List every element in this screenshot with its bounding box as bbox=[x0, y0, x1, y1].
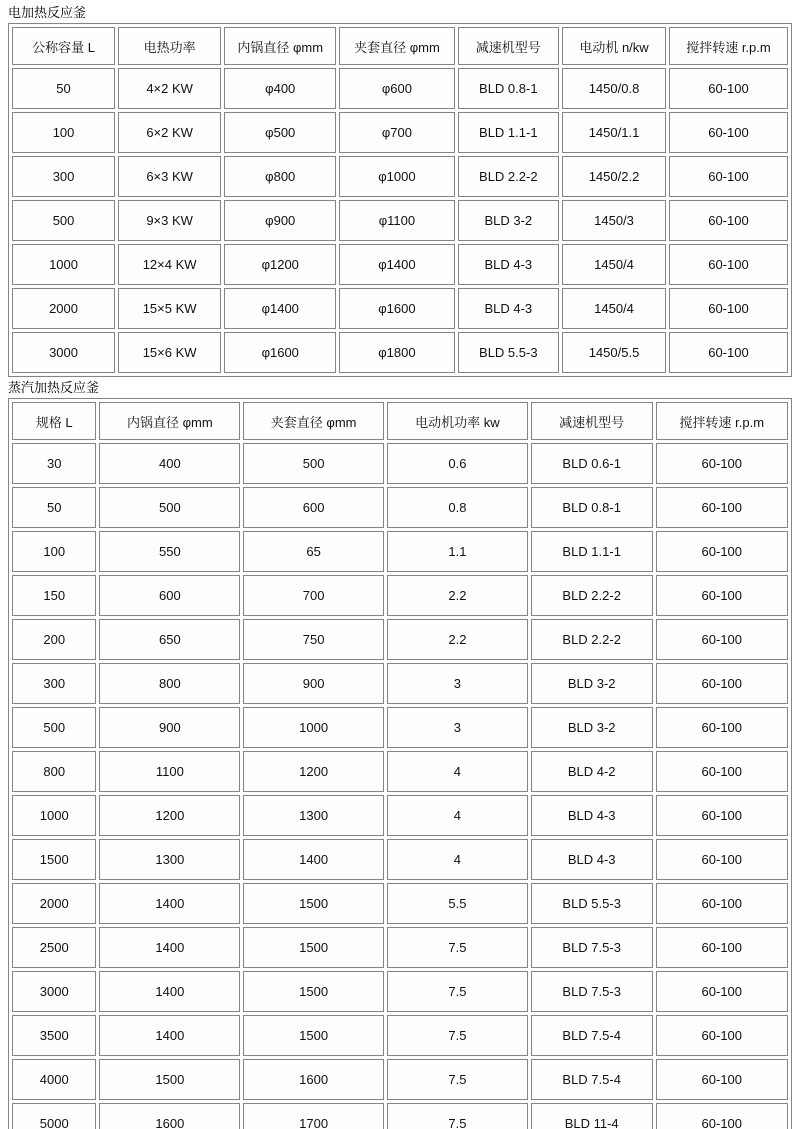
table-row bbox=[12, 68, 788, 109]
table-cell: 800 bbox=[99, 663, 240, 704]
table-cell: φ1600 bbox=[339, 288, 454, 329]
table-cell: 2000 bbox=[12, 883, 96, 924]
table-row bbox=[12, 971, 788, 1012]
column-header: 夹套直径 φmm bbox=[339, 27, 454, 65]
table-cell: 1000 bbox=[12, 244, 115, 285]
table-row bbox=[12, 619, 788, 660]
table-cell: 2.2 bbox=[387, 575, 528, 616]
table-cell: 1450/0.8 bbox=[562, 68, 666, 109]
table-cell: 6×3 KW bbox=[118, 156, 221, 197]
table-cell: 6×2 KW bbox=[118, 112, 221, 153]
table-cell: 1500 bbox=[12, 839, 96, 880]
table-cell: 4 bbox=[387, 795, 528, 836]
table-cell: 5000 bbox=[12, 1103, 96, 1129]
table-cell: 200 bbox=[12, 619, 96, 660]
table-cell: 50 bbox=[12, 487, 96, 528]
table-row bbox=[12, 1015, 788, 1056]
table-row bbox=[12, 883, 788, 924]
column-header: 电动机功率 kw bbox=[387, 402, 528, 440]
table-cell: BLD 3-2 bbox=[531, 663, 653, 704]
table-row bbox=[12, 487, 788, 528]
table-cell: 2000 bbox=[12, 288, 115, 329]
table-cell: 1400 bbox=[243, 839, 384, 880]
table-cell: φ1000 bbox=[339, 156, 454, 197]
table-cell: 100 bbox=[12, 531, 96, 572]
table-cell: 60-100 bbox=[669, 244, 788, 285]
table-row bbox=[12, 751, 788, 792]
table-cell: BLD 2.2-2 bbox=[531, 619, 653, 660]
table-cell: BLD 0.8-1 bbox=[458, 68, 560, 109]
table-cell: 5.5 bbox=[387, 883, 528, 924]
table-cell: φ600 bbox=[339, 68, 454, 109]
table-cell: BLD 2.2-2 bbox=[458, 156, 560, 197]
table-row bbox=[12, 1059, 788, 1100]
table-cell: 1600 bbox=[99, 1103, 240, 1129]
table-cell: BLD 3-2 bbox=[531, 707, 653, 748]
table-cell: 60-100 bbox=[669, 332, 788, 373]
table-cell: 1200 bbox=[243, 751, 384, 792]
table-cell: 3000 bbox=[12, 971, 96, 1012]
header-row bbox=[12, 402, 788, 440]
table-cell: 4 bbox=[387, 839, 528, 880]
table-cell: 60-100 bbox=[669, 200, 788, 241]
header-row bbox=[12, 27, 788, 65]
table-cell: φ500 bbox=[224, 112, 336, 153]
table-cell: 1300 bbox=[243, 795, 384, 836]
table-cell: 12×4 KW bbox=[118, 244, 221, 285]
table-row bbox=[12, 112, 788, 153]
table-cell: 1200 bbox=[99, 795, 240, 836]
electric-heating-section bbox=[8, 4, 792, 377]
table-cell: BLD 4-3 bbox=[531, 839, 653, 880]
table-cell: 500 bbox=[243, 443, 384, 484]
table-cell: BLD 0.8-1 bbox=[531, 487, 653, 528]
table-cell: 60-100 bbox=[656, 883, 788, 924]
table-row bbox=[12, 839, 788, 880]
table-cell: 900 bbox=[243, 663, 384, 704]
table-cell: 1400 bbox=[99, 971, 240, 1012]
table-cell: φ1400 bbox=[224, 288, 336, 329]
table-cell: 3000 bbox=[12, 332, 115, 373]
column-header: 公称容量 L bbox=[12, 27, 115, 65]
table-cell: BLD 4-2 bbox=[531, 751, 653, 792]
table-cell: 2500 bbox=[12, 927, 96, 968]
table-cell: 60-100 bbox=[656, 663, 788, 704]
table-cell: BLD 7.5-3 bbox=[531, 971, 653, 1012]
table-cell: 60-100 bbox=[669, 156, 788, 197]
table-row bbox=[12, 332, 788, 373]
table-cell: BLD 7.5-4 bbox=[531, 1015, 653, 1056]
table-cell: 300 bbox=[12, 663, 96, 704]
table-cell: BLD 1.1-1 bbox=[531, 531, 653, 572]
table-cell: 60-100 bbox=[656, 839, 788, 880]
column-header: 夹套直径 φmm bbox=[243, 402, 384, 440]
table-cell: 650 bbox=[99, 619, 240, 660]
electric-heating-table-title: 电加热反应釜 bbox=[8, 5, 87, 20]
table-cell: 1400 bbox=[99, 927, 240, 968]
table-cell: 60-100 bbox=[656, 619, 788, 660]
table-cell: 1100 bbox=[99, 751, 240, 792]
table-cell: 1500 bbox=[243, 883, 384, 924]
table-cell: 500 bbox=[12, 200, 115, 241]
table-cell: BLD 5.5-3 bbox=[458, 332, 560, 373]
table-row bbox=[12, 1103, 788, 1129]
table-cell: φ1800 bbox=[339, 332, 454, 373]
table-cell: 1400 bbox=[99, 883, 240, 924]
table-cell: 0.6 bbox=[387, 443, 528, 484]
column-header: 减速机型号 bbox=[531, 402, 653, 440]
table-cell: 3 bbox=[387, 663, 528, 704]
column-header: 电热功率 bbox=[118, 27, 221, 65]
table-cell: 1500 bbox=[99, 1059, 240, 1100]
table-cell: BLD 4-3 bbox=[458, 288, 560, 329]
table-cell: 60-100 bbox=[656, 487, 788, 528]
table-cell: BLD 5.5-3 bbox=[531, 883, 653, 924]
table-cell: φ1400 bbox=[339, 244, 454, 285]
table-cell: 550 bbox=[99, 531, 240, 572]
table-cell: 4×2 KW bbox=[118, 68, 221, 109]
table-cell: 300 bbox=[12, 156, 115, 197]
steam-heating-section bbox=[8, 379, 792, 1129]
table-cell: 65 bbox=[243, 531, 384, 572]
table-cell: 60-100 bbox=[656, 1103, 788, 1129]
table-cell: 2.2 bbox=[387, 619, 528, 660]
table-cell: 1450/1.1 bbox=[562, 112, 666, 153]
page bbox=[8, 4, 792, 1129]
table-row bbox=[12, 663, 788, 704]
table-cell: 60-100 bbox=[656, 575, 788, 616]
table-cell: 100 bbox=[12, 112, 115, 153]
column-header: 电动机 n/kw bbox=[562, 27, 666, 65]
table-cell: 1450/2.2 bbox=[562, 156, 666, 197]
table-row bbox=[12, 795, 788, 836]
table-cell: 7.5 bbox=[387, 1103, 528, 1129]
table-cell: BLD 7.5-3 bbox=[531, 927, 653, 968]
table-row bbox=[12, 927, 788, 968]
table-cell: 60-100 bbox=[656, 443, 788, 484]
table-row bbox=[12, 200, 788, 241]
table-cell: 7.5 bbox=[387, 971, 528, 1012]
table-cell: 1450/4 bbox=[562, 288, 666, 329]
table-cell: 60-100 bbox=[656, 751, 788, 792]
table-cell: BLD 4-3 bbox=[458, 244, 560, 285]
table-cell: BLD 11-4 bbox=[531, 1103, 653, 1129]
table-cell: BLD 0.6-1 bbox=[531, 443, 653, 484]
table-row bbox=[12, 531, 788, 572]
column-header: 减速机型号 bbox=[458, 27, 560, 65]
steam-heating-spec-table bbox=[8, 398, 792, 1129]
table-cell: 15×6 KW bbox=[118, 332, 221, 373]
table-cell: 60-100 bbox=[669, 288, 788, 329]
column-header: 内锅直径 φmm bbox=[224, 27, 336, 65]
table-cell: 9×3 KW bbox=[118, 200, 221, 241]
table-row bbox=[12, 575, 788, 616]
table-row bbox=[12, 707, 788, 748]
table-cell: φ1200 bbox=[224, 244, 336, 285]
table-cell: 600 bbox=[99, 575, 240, 616]
table-cell: 60-100 bbox=[656, 707, 788, 748]
table-cell: 1.1 bbox=[387, 531, 528, 572]
table-row bbox=[12, 244, 788, 285]
table-cell: 1400 bbox=[99, 1015, 240, 1056]
column-header: 内锅直径 φmm bbox=[99, 402, 240, 440]
table-cell: φ900 bbox=[224, 200, 336, 241]
table-cell: 15×5 KW bbox=[118, 288, 221, 329]
table-cell: BLD 1.1-1 bbox=[458, 112, 560, 153]
table-cell: 1450/5.5 bbox=[562, 332, 666, 373]
table-cell: 1000 bbox=[12, 795, 96, 836]
table-cell: 750 bbox=[243, 619, 384, 660]
table-row bbox=[12, 156, 788, 197]
table-cell: BLD 3-2 bbox=[458, 200, 560, 241]
table-cell: 1300 bbox=[99, 839, 240, 880]
table-cell: 60-100 bbox=[669, 112, 788, 153]
table-cell: 60-100 bbox=[656, 971, 788, 1012]
table-cell: 1450/4 bbox=[562, 244, 666, 285]
table-cell: 800 bbox=[12, 751, 96, 792]
table-cell: 700 bbox=[243, 575, 384, 616]
table-cell: 50 bbox=[12, 68, 115, 109]
table-row bbox=[12, 288, 788, 329]
table-cell: BLD 2.2-2 bbox=[531, 575, 653, 616]
table-cell: 4 bbox=[387, 751, 528, 792]
table-cell: 60-100 bbox=[656, 1059, 788, 1100]
column-header: 搅拌转速 r.p.m bbox=[656, 402, 788, 440]
table-cell: 60-100 bbox=[656, 795, 788, 836]
table-cell: φ400 bbox=[224, 68, 336, 109]
table-cell: 1500 bbox=[243, 927, 384, 968]
column-header: 规格 L bbox=[12, 402, 96, 440]
table-cell: 150 bbox=[12, 575, 96, 616]
table-cell: 1600 bbox=[243, 1059, 384, 1100]
table-cell: BLD 4-3 bbox=[531, 795, 653, 836]
table-cell: 500 bbox=[12, 707, 96, 748]
table-cell: 400 bbox=[99, 443, 240, 484]
column-header: 搅拌转速 r.p.m bbox=[669, 27, 788, 65]
table-cell: 7.5 bbox=[387, 1015, 528, 1056]
table-cell: 4000 bbox=[12, 1059, 96, 1100]
table-cell: 60-100 bbox=[656, 1015, 788, 1056]
table-cell: 3500 bbox=[12, 1015, 96, 1056]
table-cell: φ1100 bbox=[339, 200, 454, 241]
table-cell: 60-100 bbox=[656, 531, 788, 572]
table-cell: 1500 bbox=[243, 1015, 384, 1056]
table-cell: 60-100 bbox=[669, 68, 788, 109]
table-cell: φ700 bbox=[339, 112, 454, 153]
table-cell: 7.5 bbox=[387, 1059, 528, 1100]
table-cell: 0.8 bbox=[387, 487, 528, 528]
table-cell: 1450/3 bbox=[562, 200, 666, 241]
table-cell: φ800 bbox=[224, 156, 336, 197]
table-cell: 500 bbox=[99, 487, 240, 528]
table-cell: 1000 bbox=[243, 707, 384, 748]
table-cell: 30 bbox=[12, 443, 96, 484]
table-cell: 1700 bbox=[243, 1103, 384, 1129]
table-cell: 3 bbox=[387, 707, 528, 748]
table-row bbox=[12, 443, 788, 484]
table-cell: φ1600 bbox=[224, 332, 336, 373]
steam-heating-table-title: 蒸汽加热反应釜 bbox=[8, 380, 100, 395]
table-cell: 900 bbox=[99, 707, 240, 748]
electric-heating-spec-table bbox=[8, 23, 792, 377]
table-cell: BLD 7.5-4 bbox=[531, 1059, 653, 1100]
table-cell: 600 bbox=[243, 487, 384, 528]
table-cell: 1500 bbox=[243, 971, 384, 1012]
table-cell: 7.5 bbox=[387, 927, 528, 968]
table-cell: 60-100 bbox=[656, 927, 788, 968]
